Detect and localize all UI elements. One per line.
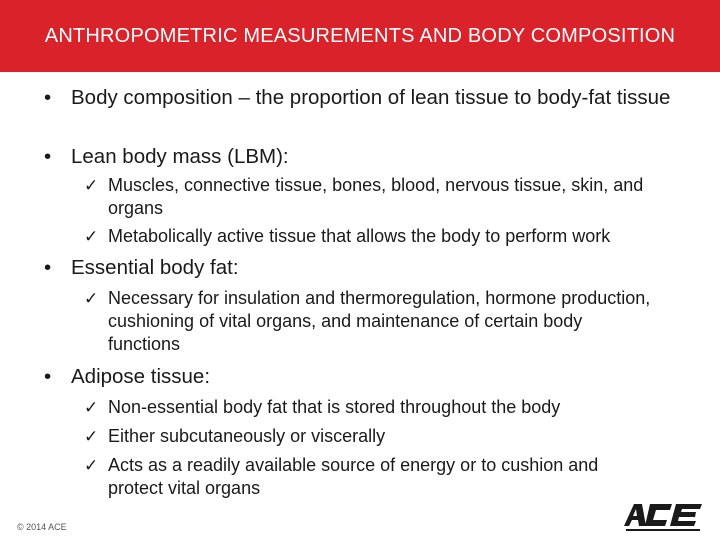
bullet-mark: •	[44, 86, 52, 109]
bullet-text: Essential body fat:	[71, 256, 239, 279]
bullet-body-composition	[44, 86, 684, 110]
checkmark-icon: ✓	[84, 176, 99, 195]
ace-logo	[620, 502, 706, 534]
bullet-essential-body-fat	[44, 256, 684, 280]
title-bar	[0, 0, 720, 72]
sub-bullet-text: Acts as a readily available source of energy or to cushion and protect vital organs	[108, 455, 599, 498]
sub-bullet-adipose-storage	[84, 396, 684, 419]
checkmark-icon: ✓	[84, 227, 99, 246]
bullet-mark: •	[44, 256, 52, 279]
checkmark-icon: ✓	[84, 427, 99, 446]
sub-bullet-essential-fat	[84, 287, 654, 356]
bullet-text: Lean body mass (LBM):	[71, 145, 289, 168]
sub-bullet-lbm-components	[84, 174, 684, 220]
sub-bullet-lbm-metabolic	[84, 225, 704, 248]
sub-bullet-text: Necessary for insulation and thermoregulation, hormone production, cushioning of vital organs, and maintenance of certain body functions	[108, 288, 651, 354]
bullet-text: Body composition – the proportion of lean tissue to body-fat tissue	[71, 86, 671, 109]
sub-bullet-text: Either subcutaneously or viscerally	[108, 426, 386, 446]
sub-bullet-text: Muscles, connective tissue, bones, blood, nervous tissue, skin, and organs	[108, 175, 644, 218]
sub-bullet-adipose-function	[84, 454, 654, 500]
checkmark-icon: ✓	[84, 289, 99, 308]
bullet-text: Adipose tissue:	[71, 365, 211, 388]
bullet-mark: •	[44, 365, 52, 388]
sub-bullet-text: Non-essential body fat that is stored throughout the body	[108, 397, 561, 417]
checkmark-icon: ✓	[84, 456, 99, 475]
bullet-mark: •	[44, 145, 52, 168]
checkmark-icon: ✓	[84, 398, 99, 417]
bullet-adipose-tissue	[44, 365, 684, 389]
bullet-lean-body-mass	[44, 145, 684, 169]
sub-bullet-adipose-location	[84, 425, 684, 448]
sub-bullet-text: Metabolically active tissue that allows the body to perform work	[108, 226, 611, 246]
slide-title: ANTHROPOMETRIC MEASUREMENTS AND BODY COMPOSITION	[44, 24, 676, 47]
copyright-notice: © 2014 ACE	[17, 522, 67, 532]
